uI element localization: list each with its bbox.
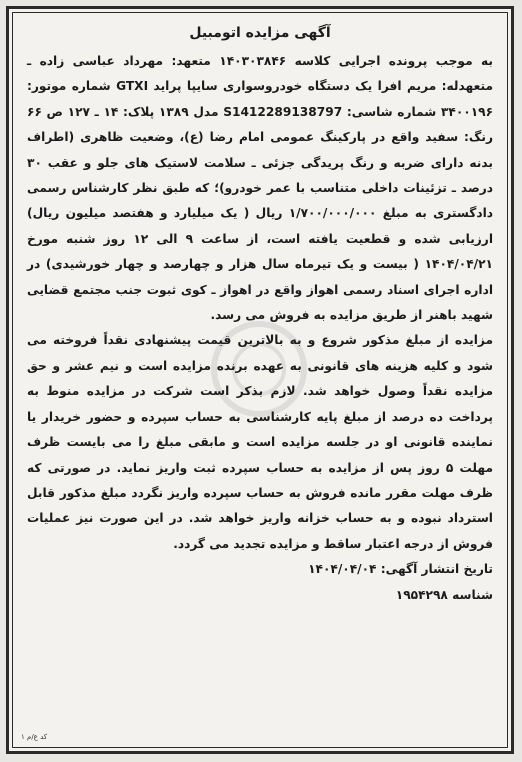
notice-paragraph-1: به موجب پرونده اجرایی کلاسه ۱۴۰۳۰۳۸۴۶ متعهد: مهرداد عباسی زاده ـ متعهدله: مریم افرا یک دستگاه خودروسواری سایپا پراید GTXI شماره موتور: ۳۴۰۰۱۹۶ شماره شاسی: S1412289138797 مدل ۱۳۸۹ پلاک: ۱۴ ـ ۱۲۷ ص ۶۶ رنگ: سفید واقع در پارکینگ عمومی امام رضا (ع)، وضعیت ظاهری (اطراف بدنه دارای ضربه و رنگ پریدگی جزئی ـ سلامت لاستیک های جلو و عقب ۳۰ درصد ـ تزئینات داخلی متناسب با عمر خودرو)؛ که طبق نظر کارشناس رسمی دادگستری به مبلغ ۱/۷۰۰/۰۰۰/۰۰۰ ریال ( یک میلیارد و هفتصد میلیون ریال) ارزیابی شده و قطعیت یافته است، از ساعت ۹ الی ۱۲ روز شنبه مورخ ۱۴۰۴/۰۴/۲۱ ( بیست و یک تیرماه سال هزار و چهارصد و چهار خورشیدی) در اداره اجرای اسناد رسمی اهواز واقع در اهواز ـ کوی ثبوت جنب مجتمع قضایی شهید باهنر از طریق مزایده به فروش می رسد. [27, 54, 494, 323]
notice-code: کد ع/م ۱ [21, 733, 48, 741]
notice-title: آگهی مزایده اتومبیل [189, 25, 331, 41]
notice-id-number: شناسه ۱۹۵۴۲۹۸ [395, 587, 493, 602]
publish-date: تاریخ انتشار آگهی: ۱۴۰۴/۰۴/۰۴ [308, 562, 493, 577]
notice-paragraph-2: مزایده از مبلغ مذکور شروع و به بالاترین قیمت پیشنهادی نقداً فروخته می شود و کلیه هزینه های قانونی به عهده برنده مزایده است و نیم عشر و حق مزایده نقداً وصول خواهد شد. لازم بذکر است شرکت در مزایده منوط به پرداخت ده درصد از مبلغ پایه کارشناسی به حساب سپرده و حضور خریدار یا نماینده قانونی او در جلسه مزایده است و مابقی مبلغ را می بایست ظرف مهلت ۵ روز پس از مزایده به حساب سپرده ثبت واریز نماید. در صورتی که ظرف مهلت مقرر مانده فروش به حساب سپرده واریز نگردد مبلغ مذکور قابل استرداد نبوده و به حساب خزانه واریز خواهد شد. در این صورت نیز عملیات فروش از درجه اعتبار ساقط و مزایده تجدید می گردد. [27, 333, 493, 551]
auction-notice [6, 6, 514, 754]
